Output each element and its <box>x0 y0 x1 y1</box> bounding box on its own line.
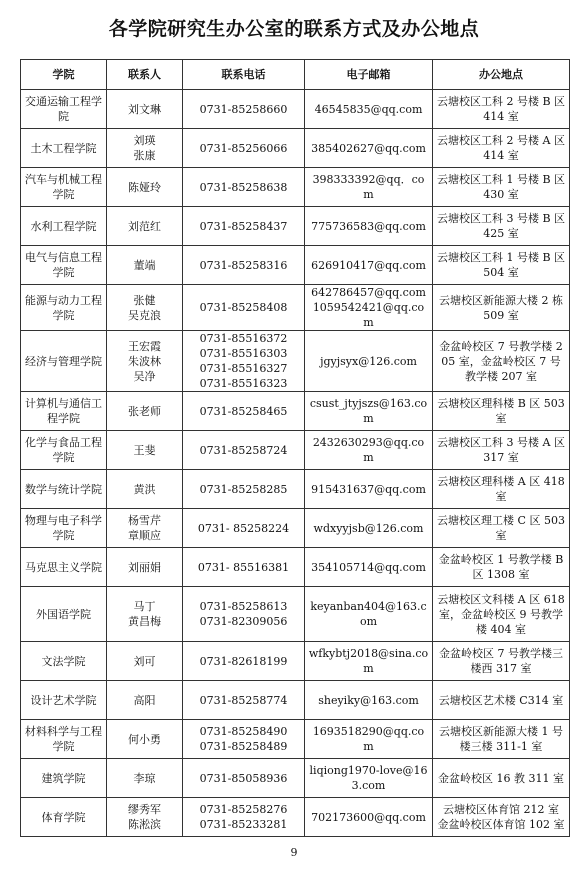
contact-cell <box>107 246 183 285</box>
contact-cell <box>107 168 183 207</box>
contact-name: 黄洪 <box>133 482 156 496</box>
contact-name: 朱波林 <box>128 354 161 368</box>
table-row <box>21 285 570 331</box>
table-row <box>21 431 570 470</box>
contact-cell <box>107 720 183 759</box>
contact-name: 张健 <box>133 293 156 307</box>
phone-number: 0731- 85516381 <box>197 560 290 574</box>
contact-cell <box>107 129 183 168</box>
phone-cell <box>183 246 305 285</box>
address-cell: 云塘校区工科 2 号楼 A 区 414 室 <box>433 129 570 168</box>
table-row <box>21 548 570 587</box>
college-cell: 土木工程学院 <box>21 129 107 168</box>
address-cell: 云塘校区文科楼 A 区 618 室，金盆岭校区 9 号教学楼 404 室 <box>433 587 570 642</box>
table-row <box>21 331 570 392</box>
college-cell: 计算机与通信工程学院 <box>21 392 107 431</box>
contact-name: 吴净 <box>133 369 156 383</box>
contact-cell <box>107 759 183 798</box>
contact-name: 何小勇 <box>128 732 161 746</box>
contact-cell <box>107 470 183 509</box>
table-row <box>21 642 570 681</box>
contact-name: 刘丽娟 <box>128 560 161 574</box>
college-cell: 经济与管理学院 <box>21 331 107 392</box>
phone-number: 0731-85516372 <box>199 332 288 345</box>
table-row <box>21 681 570 720</box>
phone-cell <box>183 642 305 681</box>
table-row <box>21 129 570 168</box>
phone-cell <box>183 168 305 207</box>
email-cell: 398333392@qq．com <box>305 168 433 207</box>
college-cell: 建筑学院 <box>21 759 107 798</box>
address-cell: 云塘校区理科楼 B 区 503 室 <box>433 392 570 431</box>
college-cell: 能源与动力工程学院 <box>21 285 107 331</box>
contact-name: 吴克浪 <box>128 308 161 322</box>
phone-number: 0731-85058936 <box>199 771 288 785</box>
table-header-row <box>21 60 570 90</box>
contact-cell <box>107 331 183 392</box>
email-cell: 1693518290@qq.com <box>305 720 433 759</box>
contact-name: 章顺应 <box>128 529 161 542</box>
phone-number: 0731-82309056 <box>199 615 288 628</box>
email-cell: 46545835@qq.com <box>305 90 433 129</box>
phone-number: 0731-85233281 <box>199 818 288 831</box>
contact-name: 张老师 <box>128 404 161 418</box>
table-row <box>21 720 570 759</box>
contact-cell <box>107 681 183 720</box>
header-address: 办公地点 <box>433 60 570 90</box>
phone-cell <box>183 431 305 470</box>
email-cell: 775736583@qq.com <box>305 207 433 246</box>
phone-cell <box>183 470 305 509</box>
table-row <box>21 509 570 548</box>
contact-cell <box>107 548 183 587</box>
contact-name: 张康 <box>133 149 156 162</box>
header-email: 电子邮箱 <box>305 60 433 90</box>
phone-cell <box>183 207 305 246</box>
address-cell: 云塘校区理工楼 C 区 503 室 <box>433 509 570 548</box>
address-cell: 云塘校区新能源大楼 2 栋 509 室 <box>433 285 570 331</box>
phone-number: 0731-85516323 <box>199 377 288 390</box>
contact-name: 王宏霞 <box>128 339 161 353</box>
table-row <box>21 168 570 207</box>
contact-cell <box>107 587 183 642</box>
table-row <box>21 759 570 798</box>
header-college: 学院 <box>21 60 107 90</box>
contact-cell <box>107 798 183 837</box>
phone-cell <box>183 587 305 642</box>
phone-cell <box>183 548 305 587</box>
table-row <box>21 470 570 509</box>
address-cell: 云塘校区理科楼 A 区 418 室 <box>433 470 570 509</box>
college-cell: 数学与统计学院 <box>21 470 107 509</box>
phone-number: 0731-85258613 <box>199 600 288 613</box>
email-cell <box>305 285 433 331</box>
address-cell: 金盆岭校区 7 号教学楼 205 室，金盆岭校区 7 号教学楼 207 室 <box>433 331 570 392</box>
email-cell: sheyiky@163.com <box>305 681 433 720</box>
contacts-table <box>20 59 570 837</box>
college-cell: 马克思主义学院 <box>21 548 107 587</box>
page-number: 9 <box>290 846 298 859</box>
phone-number: 0731- 85258224 <box>197 521 290 535</box>
phone-cell <box>183 285 305 331</box>
table-row <box>21 246 570 285</box>
document-title: 各学院研究生办公室的联系方式及办公地点 <box>108 18 480 40</box>
contact-name: 刘文琳 <box>128 102 161 116</box>
contact-name: 王斐 <box>133 443 156 457</box>
email-cell: 915431637@qq.com <box>305 470 433 509</box>
contact-cell <box>107 431 183 470</box>
header-phone: 联系电话 <box>183 60 305 90</box>
address-cell: 云塘校区体育馆 212 室 金盆岭校区体育馆 102 室 <box>433 798 570 837</box>
phone-number: 0731-85258489 <box>199 740 288 753</box>
email-cell: 2432630293@qq.com <box>305 431 433 470</box>
table-body <box>21 90 570 837</box>
contact-name: 李琼 <box>133 771 156 785</box>
email-cell: csust_jtyjszs@163.com <box>305 392 433 431</box>
phone-cell <box>183 129 305 168</box>
contact-name: 马丁 <box>133 600 156 613</box>
email-cell: liqiong1970-love@163.com <box>305 759 433 798</box>
address-cell: 金盆岭校区 1 号教学楼 B 区 1308 室 <box>433 548 570 587</box>
phone-number: 0731-85258276 <box>199 803 288 816</box>
phone-number: 0731-85258437 <box>199 219 288 233</box>
contact-name: 刘可 <box>133 654 156 668</box>
phone-number: 0731-85258408 <box>199 301 288 314</box>
contact-cell <box>107 642 183 681</box>
phone-cell <box>183 90 305 129</box>
address-cell: 云塘校区工科 3 号楼 B 区 425 室 <box>433 207 570 246</box>
email-cell: 626910417@qq.com <box>305 246 433 285</box>
college-cell: 汽车与机械工程学院 <box>21 168 107 207</box>
email-cell: 385402627@qq.com <box>305 129 433 168</box>
phone-number: 0731-85258660 <box>199 102 288 116</box>
address-cell: 云塘校区新能源大楼 1 号楼三楼 311-1 室 <box>433 720 570 759</box>
contact-cell <box>107 392 183 431</box>
college-cell: 设计艺术学院 <box>21 681 107 720</box>
phone-number: 0731-82618199 <box>199 654 288 668</box>
contact-name: 刘范红 <box>128 219 161 233</box>
contact-cell <box>107 509 183 548</box>
college-cell: 体育学院 <box>21 798 107 837</box>
phone-number: 0731-85516327 <box>199 362 288 375</box>
contact-name: 杨雪芹 <box>128 514 161 527</box>
table-row <box>21 798 570 837</box>
phone-number: 0731-85256066 <box>199 141 288 155</box>
phone-cell <box>183 759 305 798</box>
phone-number: 0731-85258724 <box>199 443 288 457</box>
address-cell: 云塘校区艺术楼 C314 室 <box>433 681 570 720</box>
table-row <box>21 392 570 431</box>
contact-name: 缪秀军 <box>128 803 161 816</box>
address-cell: 云塘校区工科 2 号楼 B 区 414 室 <box>433 90 570 129</box>
contact-name: 高阳 <box>133 693 156 707</box>
college-cell: 化学与食品工程学院 <box>21 431 107 470</box>
contact-cell <box>107 285 183 331</box>
college-cell: 电气与信息工程学院 <box>21 246 107 285</box>
contact-name: 董端 <box>133 258 156 272</box>
address-cell: 金盆岭校区 7 号教学楼三楼西 317 室 <box>433 642 570 681</box>
phone-cell <box>183 681 305 720</box>
phone-number: 0731-85258774 <box>199 693 288 707</box>
email-cell: jgyjsyx@126.com <box>305 331 433 392</box>
college-cell: 物理与电子科学学院 <box>21 509 107 548</box>
address-cell: 云塘校区工科 3 号楼 A 区 317 室 <box>433 431 570 470</box>
phone-number: 0731-85516303 <box>199 347 288 360</box>
contact-name: 陈娅玲 <box>128 180 161 194</box>
phone-number: 0731-85258285 <box>199 482 288 496</box>
phone-number: 0731-85258316 <box>199 258 288 272</box>
college-cell: 交通运输工程学院 <box>21 90 107 129</box>
phone-cell <box>183 720 305 759</box>
contact-cell <box>107 207 183 246</box>
phone-cell <box>183 392 305 431</box>
email-address: 1059542421@qq.com <box>312 301 425 329</box>
email-cell: wdxyyjsb@126.com <box>305 509 433 548</box>
email-cell: keyanban404@163.com <box>305 587 433 642</box>
phone-number: 0731-85258490 <box>199 725 288 738</box>
email-cell: 354105714@qq.com <box>305 548 433 587</box>
phone-number: 0731-85258638 <box>199 180 288 194</box>
address-cell: 云塘校区工科 1 号楼 B 区 430 室 <box>433 168 570 207</box>
email-cell: wfkybtj2018@sina.com <box>305 642 433 681</box>
contact-name: 刘瑛 <box>133 134 156 147</box>
phone-cell <box>183 331 305 392</box>
table-row <box>21 90 570 129</box>
college-cell: 水利工程学院 <box>21 207 107 246</box>
phone-cell <box>183 509 305 548</box>
college-cell: 材料科学与工程学院 <box>21 720 107 759</box>
address-cell: 云塘校区工科 1 号楼 B 区 504 室 <box>433 246 570 285</box>
phone-number: 0731-85258465 <box>199 404 288 418</box>
contact-cell <box>107 90 183 129</box>
college-cell: 文法学院 <box>21 642 107 681</box>
contact-name: 陈淞滨 <box>128 818 161 831</box>
header-contact: 联系人 <box>107 60 183 90</box>
table-row <box>21 207 570 246</box>
table-row <box>21 587 570 642</box>
contact-name: 黄昌梅 <box>128 615 161 628</box>
address-cell: 金盆岭校区 16 教 311 室 <box>433 759 570 798</box>
email-cell: 702173600@qq.com <box>305 798 433 837</box>
college-cell: 外国语学院 <box>21 587 107 642</box>
phone-cell <box>183 798 305 837</box>
email-address: 642786457@qq.com <box>311 286 426 299</box>
